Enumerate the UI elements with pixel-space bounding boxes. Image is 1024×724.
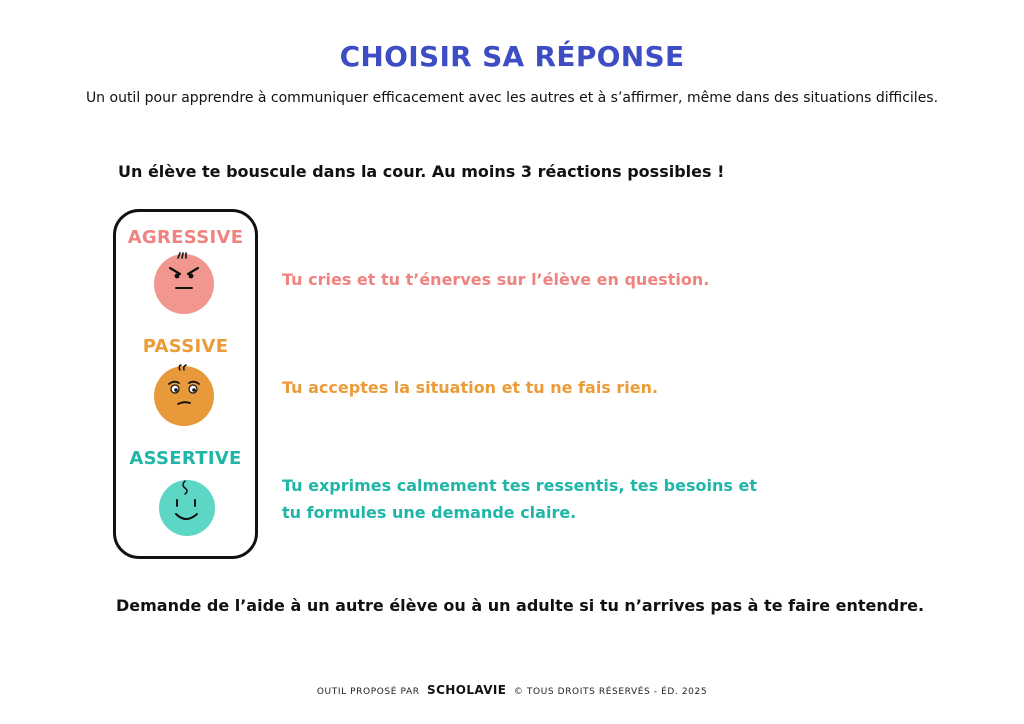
response-assertive-line1: Tu exprimes calmement tes ressentis, tes besoins et bbox=[282, 476, 757, 495]
label-assertive: ASSERTIVE bbox=[129, 448, 242, 469]
help-note: Demande de l’aide à un autre élève ou à un adulte si tu n’arrives pas à te faire entendre. bbox=[116, 596, 925, 615]
footer-prefix: OUTIL PROPOSÉ PAR bbox=[316, 687, 420, 697]
worried-face-icon bbox=[152, 364, 216, 428]
scenario-text: Un élève te bouscule dans la cour. Au moins 3 réactions possibles ! bbox=[118, 162, 725, 181]
label-agressive: AGRESSIVE bbox=[127, 227, 244, 248]
response-assertive bbox=[282, 472, 757, 526]
response-assertive-line2: tu formules une demande claire. bbox=[282, 503, 577, 522]
page-title: CHOISIR SA RÉPONSE bbox=[339, 40, 685, 73]
brand-logo: SCHOLAVIE bbox=[427, 683, 507, 697]
footer-copyright: © TOUS DROITS RÉSERVÉS - ÉD. 2025 bbox=[513, 687, 708, 697]
page-footer bbox=[0, 683, 1024, 697]
smiling-face-icon bbox=[157, 478, 217, 538]
response-passive: Tu acceptes la situation et tu ne fais rien. bbox=[282, 378, 659, 397]
page-subtitle: Un outil pour apprendre à communiquer efficacement avec les autres et à s’affirmer, même dans des situations difficiles. bbox=[85, 90, 939, 106]
angry-face-icon bbox=[152, 252, 216, 316]
response-agressive: Tu cries et tu t’énerves sur l’élève en question. bbox=[282, 270, 710, 289]
label-passive: PASSIVE bbox=[142, 336, 229, 357]
